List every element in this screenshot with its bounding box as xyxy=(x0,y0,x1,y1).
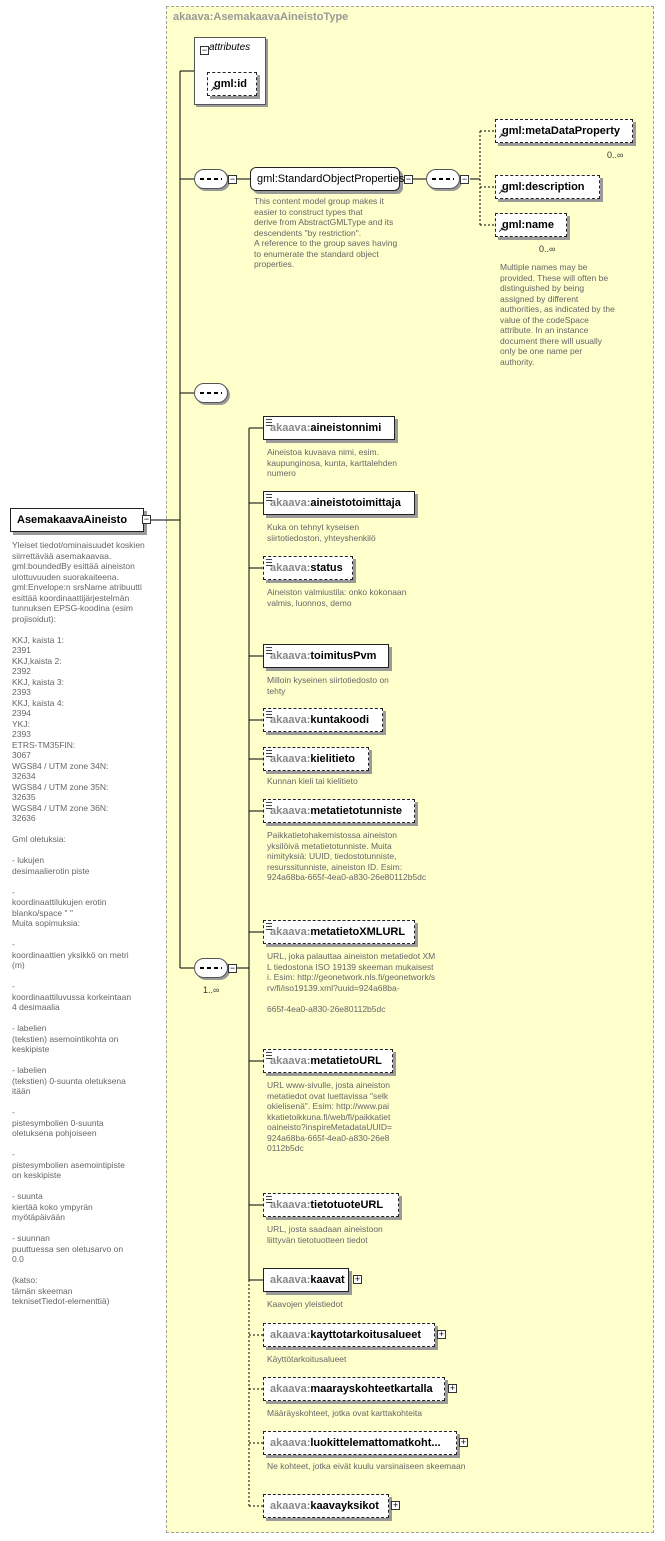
type-title: akaava:AsemakaavaAineistoType xyxy=(173,11,349,23)
element-status[interactable] xyxy=(263,556,353,580)
element-label: gml:description xyxy=(502,181,585,193)
element-prefix: akaava: xyxy=(270,926,311,938)
element-prefix: akaava: xyxy=(270,650,311,662)
root-element[interactable] xyxy=(10,508,144,532)
collapse-icon[interactable]: − xyxy=(229,174,236,184)
element-prefix: akaava: xyxy=(270,1329,311,1341)
element-prefix: akaava: xyxy=(270,1274,311,1286)
element-doc: Kuka on tehnyt kyseisen siirtotiedoston, yhteyshenkilö xyxy=(267,522,376,543)
element-gml-name[interactable] xyxy=(495,213,567,237)
element-doc: Kaavojen yleistiedot xyxy=(267,1299,343,1309)
collapse-icon[interactable]: − xyxy=(143,514,150,524)
element-maarayskohteetkartalla[interactable] xyxy=(263,1377,445,1401)
documentation-icon xyxy=(266,711,272,718)
element-doc: Käyttötarkoitusalueet xyxy=(267,1354,347,1364)
reference-icon: ↗ xyxy=(210,86,216,93)
element-prefix: akaava: xyxy=(270,805,311,817)
element-prefix: akaava: xyxy=(270,1437,311,1449)
documentation-icon xyxy=(266,750,272,757)
occurs-label: 0..∞ xyxy=(607,150,624,160)
element-label: status xyxy=(310,562,343,574)
group-standard-object-properties[interactable] xyxy=(250,167,405,191)
element-label: gml:metaDataProperty xyxy=(502,125,620,137)
sequence-compositor xyxy=(194,169,228,189)
element-gml-metadataproperty[interactable] xyxy=(495,119,633,143)
element-label: gml:name xyxy=(502,219,554,231)
attributes-group xyxy=(194,37,266,105)
collapse-icon[interactable]: − xyxy=(201,45,208,55)
element-kuntakoodi[interactable] xyxy=(263,708,383,732)
collapse-icon[interactable]: − xyxy=(229,963,236,973)
sequence-compositor xyxy=(194,383,228,403)
element-doc: URL www-sivulle, josta aineiston metatiedot ovat luettavissa "selkokielisenä". Esim: http://www.paikkatietoikkuna.fi/web/fi/paikkatietoaineisto?inspireMetadataUUID=924a68ba-665f-4ea0-a830-26e80112b5dc xyxy=(267,1080,392,1153)
element-doc: Aineistoa kuvaava nimi, esim. kaupunginosa, kunta, karttalehden numero xyxy=(267,447,397,478)
collapse-icon[interactable]: − xyxy=(461,174,468,184)
group-label: gml:StandardObjectProperties xyxy=(257,173,405,185)
element-luokittelemattomatkohteet[interactable] xyxy=(263,1431,457,1455)
element-aineistotoimittaja[interactable] xyxy=(263,491,415,515)
element-kayttotarkoitusalueet[interactable] xyxy=(263,1323,435,1347)
name-doc: Multiple names may be provided. These will often be distinguished by being assigned by different authorities, as indicated by the value of the codeSpace attribute. In an instance document there will usually only be one name per authority. xyxy=(500,262,615,367)
element-metatietotunniste[interactable] xyxy=(263,799,415,823)
element-doc: Määräyskohteet, jotka ovat karttakohteita xyxy=(267,1408,422,1418)
root-doc: Yleiset tiedot/ominaisuudet koskien siirrettävää asemakaavaa. gml:boundedBy esittää aineiston ulottuvuuden suorakaiteena. gml:Envelope:n srsName atribuutti esittää koordinaattijärjestelmän tunnuksen EPSG-koodina (esim projisoidut): KKJ, kaista 1: 2391 KKJ,kaista 2: 2392 KKJ, kaista 3: 2393 KKJ, kaista 4: 2394 YKJ: 2393 ETRS-TM35FIN: 3067 WGS84 / UTM zone 34N: 32634 WGS84 / UTM zone 35N: 32635 WGS84 / UTM zone 36N: 32636 Gml oletuksia: - lukujen desimaalierotin piste - koordinaattilukujen erotin blanko/space " " Muita sopimuksia: - koordinaattien yksikkö on metri (m) - koordinaattiluvussa korkeintaan 4 desimaalia - labelien (tekstien) asemointikohta on keskipiste - labelien (tekstien) 0-suunta oletuksena itään - pistesymbolien 0-suunta oletuksena pohjoiseen - pistesymbolien asemointipiste on keskipiste - suunta kiertää koko ympyrän myötäpäivään - suunnan puuttuessa sen oletusarvo on 0.0 (katso: tämän skeeman teknisetTiedot-elementtiä) xyxy=(12,540,145,1306)
element-kaavayksikot[interactable] xyxy=(263,1494,389,1518)
element-doc: Ne kohteet, jotka eivät kuulu varsinaiseen skeemaan xyxy=(267,1461,466,1471)
element-kaavat[interactable] xyxy=(263,1268,349,1292)
element-prefix: akaava: xyxy=(270,1500,311,1512)
documentation-icon xyxy=(266,419,272,426)
documentation-icon xyxy=(266,1052,272,1059)
element-label: metatietoURL xyxy=(310,1055,382,1067)
occurs-label: 0..∞ xyxy=(539,244,556,254)
documentation-icon xyxy=(266,802,272,809)
element-label: tietotuoteURL xyxy=(310,1199,384,1211)
element-prefix: akaava: xyxy=(270,497,311,509)
element-label: kuntakoodi xyxy=(310,714,370,726)
documentation-icon xyxy=(266,647,272,654)
expand-icon[interactable]: + xyxy=(392,1500,399,1510)
element-label: metatietoXMLURL xyxy=(310,926,406,938)
expand-icon[interactable]: + xyxy=(449,1383,456,1393)
element-kielitieto[interactable] xyxy=(263,747,369,771)
sequence-compositor-main xyxy=(194,958,228,978)
element-label: aineistonnimi xyxy=(310,422,382,434)
element-prefix: akaava: xyxy=(270,1055,311,1067)
sequence-compositor xyxy=(426,169,460,189)
expand-icon[interactable]: + xyxy=(354,1274,361,1284)
reference-icon: ↗ xyxy=(498,189,504,196)
element-doc: URL, joka palauttaa aineiston metatiedot XML tiedostona ISO 19139 skeeman mukaisesti. Esim: http://geonetwork.nls.fi/geonetwork/srv/fi/iso19139.xml?uuid=924a68ba- 665f-4ea0-a830-26e80112b5dc xyxy=(267,951,436,1014)
attribute-label: gml:id xyxy=(214,78,247,90)
element-label: aineistotoimittaja xyxy=(310,497,401,509)
element-doc: URL, josta saadaan aineistoon liittyvän tietotuotteen tiedot xyxy=(267,1224,383,1245)
reference-icon: ↗ xyxy=(498,227,504,234)
documentation-icon xyxy=(266,494,272,501)
reference-icon: ↗ xyxy=(498,133,504,140)
expand-icon[interactable]: + xyxy=(438,1329,445,1339)
element-label: toimitusPvm xyxy=(310,650,377,662)
element-tietotuoteurl[interactable] xyxy=(263,1193,399,1217)
element-doc: Milloin kyseinen siirtotiedosto on tehty xyxy=(267,675,389,696)
element-prefix: akaava: xyxy=(270,1199,311,1211)
element-doc: Aineiston valmiustila: onko kokonaan valmis, luonnos, demo xyxy=(267,587,407,608)
collapse-icon[interactable]: − xyxy=(405,174,412,184)
documentation-icon xyxy=(266,923,272,930)
documentation-icon xyxy=(266,559,272,566)
element-label: metatietotunniste xyxy=(310,805,403,817)
element-label: kielitieto xyxy=(310,753,355,765)
element-label: luokittelemattomatkoht... xyxy=(310,1437,441,1449)
occurs-label: 1..∞ xyxy=(203,985,220,995)
element-toimituspvm[interactable] xyxy=(263,644,389,668)
root-element-label: AsemakaavaAineisto xyxy=(17,514,128,526)
element-label: kayttotarkoitusalueet xyxy=(310,1329,422,1341)
element-prefix: akaava: xyxy=(270,714,311,726)
element-prefix: akaava: xyxy=(270,422,311,434)
documentation-icon xyxy=(266,1196,272,1203)
group-doc: This content model group makes it easier to construct types that derive from AbstractGMLType and its descendents "by restriction". A reference to the group saves having to enumerate the standard object properties. xyxy=(254,196,398,269)
element-aineistonnimi[interactable] xyxy=(263,416,395,440)
attribute-gml-id[interactable] xyxy=(207,72,257,96)
element-metatietourl[interactable] xyxy=(263,1049,393,1073)
element-gml-description[interactable] xyxy=(495,175,600,199)
element-prefix: akaava: xyxy=(270,753,311,765)
element-doc: Kunnan kieli tai kielitieto xyxy=(267,776,358,786)
element-label: kaavayksikot xyxy=(310,1500,379,1512)
expand-icon[interactable]: + xyxy=(460,1437,467,1447)
element-label: maarayskohteetkartalla xyxy=(310,1383,433,1395)
element-prefix: akaava: xyxy=(270,1383,311,1395)
element-prefix: akaava: xyxy=(270,562,311,574)
element-doc: Paikkatietohakemistossa aineiston yksilöivä metatietotunniste. Muita nimityksiä: UUID, tiedostotunniste, resurssitunniste, aineiston ID. Esim: 924a68ba-665f-4ea0-a830-26e80112b5dc xyxy=(267,830,427,882)
element-metatietoxmlurl[interactable] xyxy=(263,920,415,944)
attributes-label: attributes xyxy=(209,42,251,53)
element-label: kaavat xyxy=(310,1274,345,1286)
